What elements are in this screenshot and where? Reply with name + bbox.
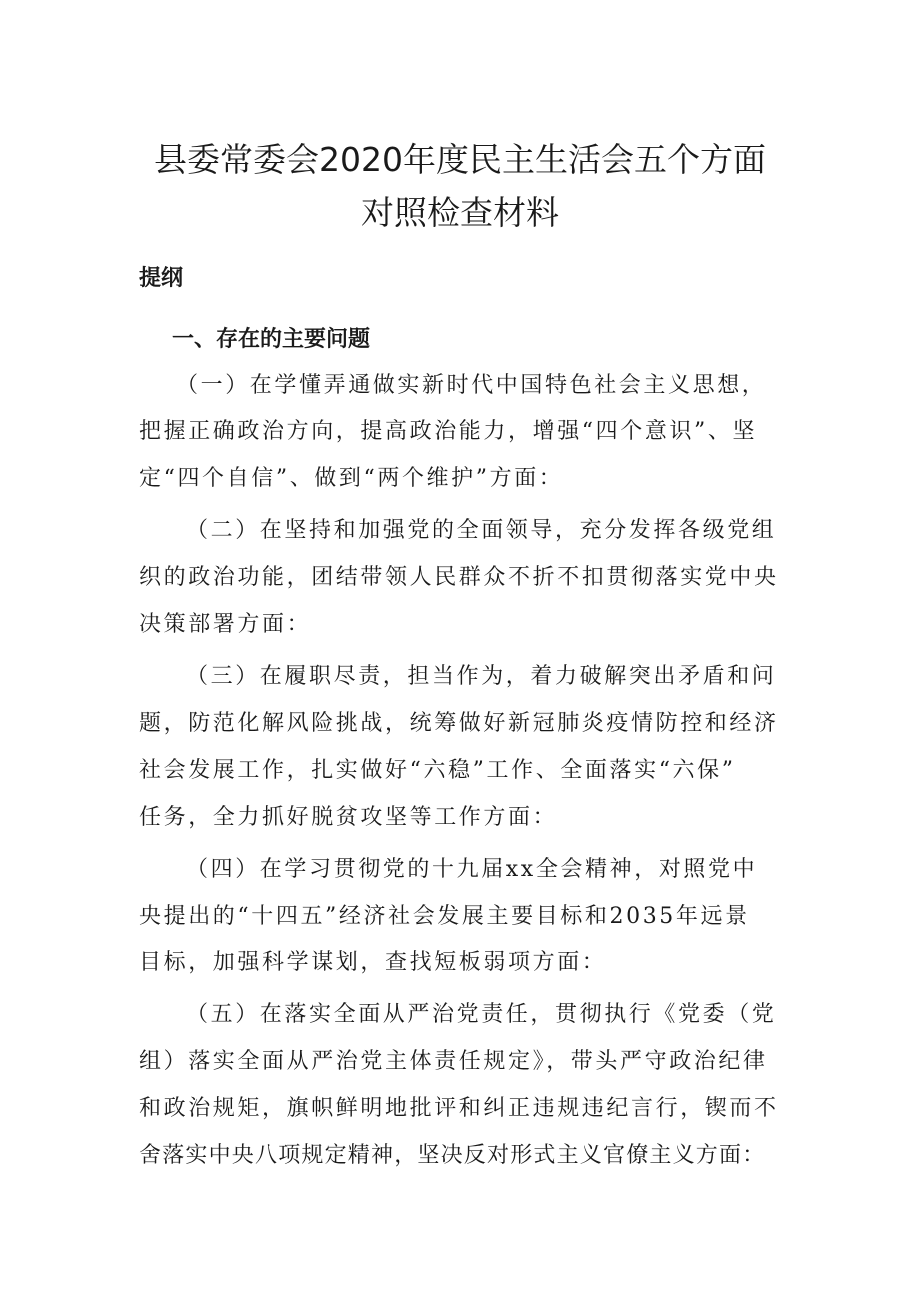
paragraph-1-line-2: 把握正确政治方向，提高政治能力，增强“四个意识”、坚	[139, 419, 758, 444]
document-title-line-2: 对照检查材料	[361, 193, 559, 232]
paragraph-4-line-2: 央提出的“十四五”经济社会发展主要目标和2035年远景	[139, 904, 750, 929]
document-title-line-1: 县委常委会2020年度民主生活会五个方面	[154, 140, 766, 179]
paragraph-2-line-2: 织的政治功能，团结带领人民群众不折不扣贯彻落实党中央	[139, 565, 779, 590]
paragraph-5-line-2: 组）落实全面从严治党主体责任规定》，带头严守政治纪律	[139, 1049, 768, 1074]
paragraph-2-line-1: （二）在坚持和加强党的全面领导，充分发挥各级党组	[186, 518, 777, 543]
section-heading: 一、存在的主要问题	[172, 327, 371, 352]
outline-label: 提纲	[139, 266, 184, 291]
paragraph-5-line-4: 舍落实中央八项规定精神，坚决反对形式主义官僚主义方面：	[139, 1143, 766, 1168]
paragraph-5-line-1: （五）在落实全面从严治党责任，贯彻执行《党委（党	[186, 1002, 777, 1027]
paragraph-3-line-1: （三）在履职尽责，担当作为，着力破解突出矛盾和问	[186, 664, 777, 689]
paragraph-4-line-3: 目标，加强科学谋划，查找短板弱项方面：	[139, 950, 607, 975]
paragraph-1-line-3: 定“四个自信”、做到“两个维护”方面：	[139, 466, 564, 491]
paragraph-3-line-4: 任务，全力抓好脱贫攻坚等工作方面：	[139, 805, 558, 830]
paragraph-3-line-3: 社会发展工作，扎实做好“六稳”工作、全面落实“六保”	[139, 758, 736, 783]
paragraph-1-line-1: （一）在学懂弄通做实新时代中国特色社会主义思想，	[176, 373, 767, 398]
paragraph-5-line-3: 和政治规矩，旗帜鲜明地批评和纠正违规违纪言行，锲而不	[139, 1096, 779, 1121]
paragraph-4-line-1: （四）在学习贯彻党的十九届xx全会精神，对照党中	[186, 857, 758, 882]
paragraph-3-line-2: 题，防范化解风险挑战，统筹做好新冠肺炎疫情防控和经济	[139, 711, 779, 736]
paragraph-2-line-3: 决策部署方面：	[139, 612, 312, 637]
